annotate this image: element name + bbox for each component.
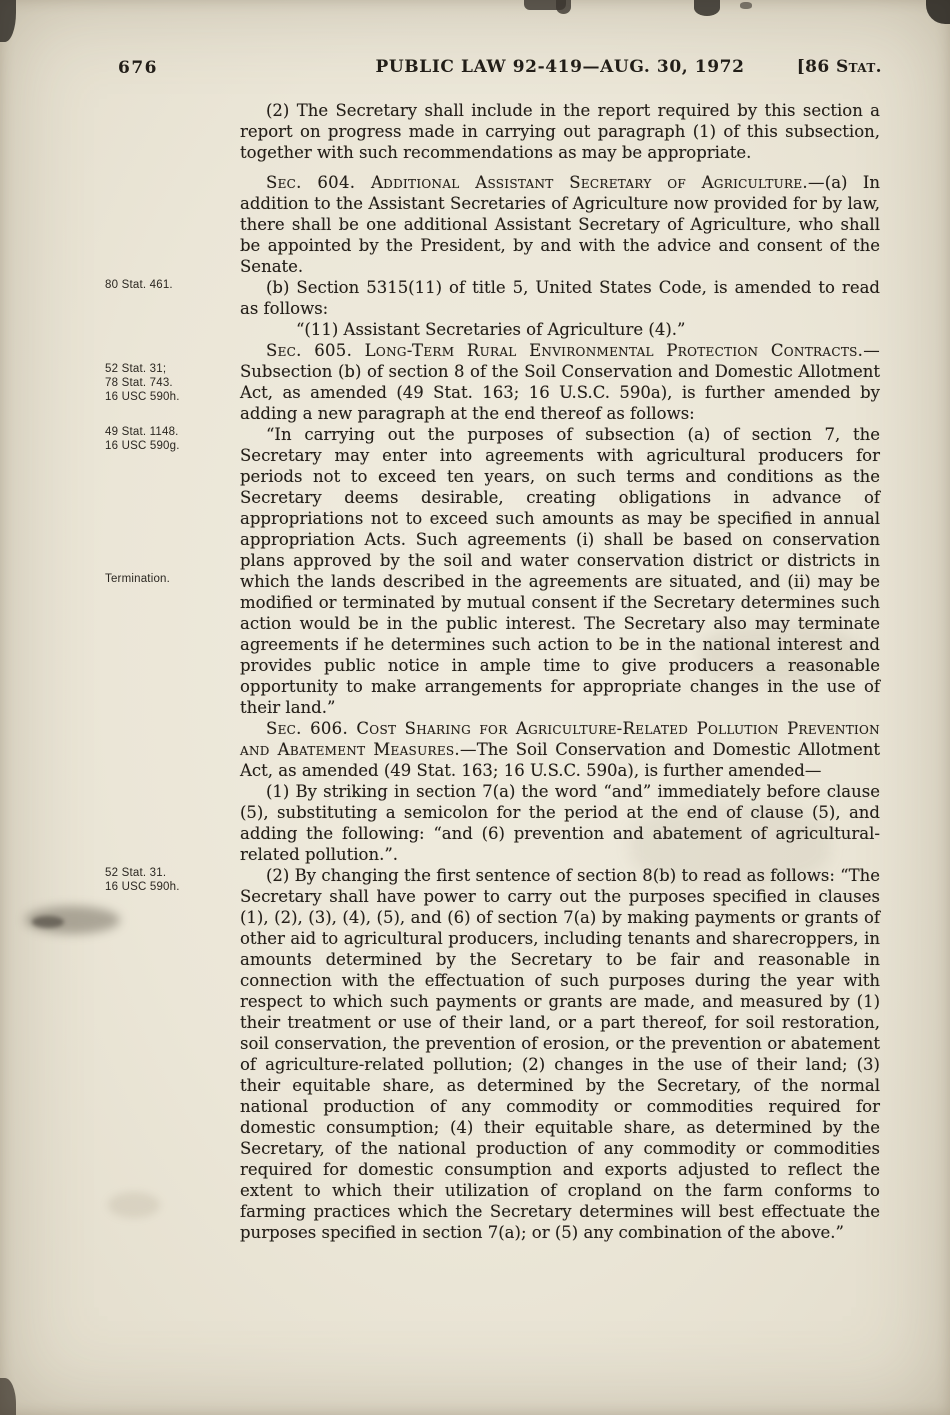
paragraph-text: The Soil Conservation and Domestic Allotment Act, as amended (49 Stat. 163; 16 U.S.C. 590a), is further amended— [240,740,880,780]
margin-note [105,362,233,404]
margin-note-line: Termination. [105,573,171,585]
paragraph-text: (a) In addition to the Assistant Secretaries of Agriculture now provided for by law, there shall be one additional Assistant Secretary of Agriculture, who shall be appointed by the President, by and with the advice and consent of the Senate. [240,173,881,276]
scan-artifact [32,916,64,928]
header-stat-label: [86 Stat. [796,57,882,77]
margin-note-line: 16 USC 590h. [105,391,180,403]
paragraph-text: “In carrying out the purposes of subsection (a) of section 7, the Secretary may enter into agreements with agricultural producers for periods not to exceed ten years, on such terms and conditions as the Secretary deems desirable, creating obligations in advance of appropriations not to exceed such amounts as may be specified in annual appropriation Acts. Such agreements (i) shall be based on conservation plans approved by the soil and water conservation district or districts in which the lands described in the agreements are situated, and (ii) may be modified or terminated by mutual consent if the Secretary determines such action would be in the public interest. The Secretary also may terminate agreements if he determines such action to be in the national interest and provides public notice in ample time to give producers a reasonable opportunity to make arrangements for appropriate changes in the use of their land.” [240,425,880,717]
paragraph-text: (1) By striking in section 7(a) the word “and” immediately before clause (5), substituting a semicolon for the period at the end of clause (5), and adding the following: “and (6) prevention and abatement of agricultural-related pollution.”. [240,782,880,864]
scan-artifact [108,1192,160,1218]
page-number: 676 [118,58,158,78]
paragraph-text: (2) The Secretary shall include in the report required by this section a report on progress made in carrying out paragraph (1) of this subsection, together with such recommendations as may be appropriate. [240,101,880,162]
paragraph [105,865,880,1243]
paragraph [240,319,880,340]
scan-artifact [740,2,752,9]
paragraph-text: (2) By changing the first sentence of section 8(b) to read as follows: “The Secretary shall have power to carry out the purposes specified in clauses (1), (2), (3), (4), (5), and (6) of section 7(a) by making payments or grants of other aid to agricultural producers, including tenants and sharecroppers, in amounts determined by the Secretary to be fair and reasonable in connection with the effectuation of such purposes during the year with respect to which such payments or grants are made, and measured by (1) their treatment or use of their land, or a part thereof, for soil restoration, soil conservation, the prevention of erosion, or the prevention or abatement of agriculture-related pollution; (2) changes in the use of their land; (3) their equitable share, as determined by the Secretary, of the normal national production of any commodity or commodities required for domestic consumption; (4) their equitable share, as determined by the Secretary, of the national production of any commodity or commodities required for domestic consumption and exports adjusted to reflect the extent to which their utilization of cropland on the farm conforms to farming practices which the Secretary determines will best effectuate the purposes specified in section 7(a); or (5) any combination of the above.” [240,866,880,1242]
scan-artifact [556,0,571,14]
margin-note-line: 52 Stat. 31. [105,867,167,879]
paragraph [105,340,880,424]
paragraph [240,781,880,865]
scan-artifact [0,1378,16,1415]
scan-artifact [0,0,16,42]
section-heading: Sec. 605. Long-Term Rural Environmental Protection Contracts.— [266,341,880,360]
statute-body [105,100,881,1243]
paragraph [240,718,880,781]
margin-note [105,278,233,292]
section-heading: Sec. 604. Additional Assistant Secretary of Agriculture.— [266,173,825,192]
scan-artifact [926,0,950,24]
paragraph [105,424,880,718]
paragraph [240,172,880,277]
scan-artifact [25,906,120,934]
margin-note-line: 52 Stat. 31; [105,363,167,375]
margin-note [105,866,233,894]
margin-note [105,425,233,453]
header-title: PUBLIC LAW 92-419—AUG. 30, 1972 [375,57,745,77]
scan-artifact [524,0,566,10]
margin-note-line: 16 USC 590h. [105,881,180,893]
margin-note-line: 78 Stat. 743. [105,377,173,389]
margin-note [105,572,233,586]
paragraph [105,277,880,319]
paragraph-text: “(11) Assistant Secretaries of Agriculture (4).” [296,320,686,339]
section-heading: Sec. 606. Cost Sharing for Agriculture-Related Pollution Prevention and Abatement Measures.— [240,719,880,759]
margin-note-line: 80 Stat. 461. [105,279,173,291]
paragraph-text: (b) Section 5315(11) of title 5, United States Code, is amended to read as follows: [240,278,880,318]
margin-note-line: 16 USC 590g. [105,440,180,452]
scan-artifact [694,0,720,16]
paragraph-text: Subsection (b) of section 8 of the Soil Conservation and Domestic Allotment Act, as amended (49 Stat. 163; 16 U.S.C. 590a), is further amended by adding a new paragraph at the end thereof as follows: [240,362,880,423]
paragraph [240,100,880,163]
margin-note-line: 49 Stat. 1148. [105,426,179,438]
